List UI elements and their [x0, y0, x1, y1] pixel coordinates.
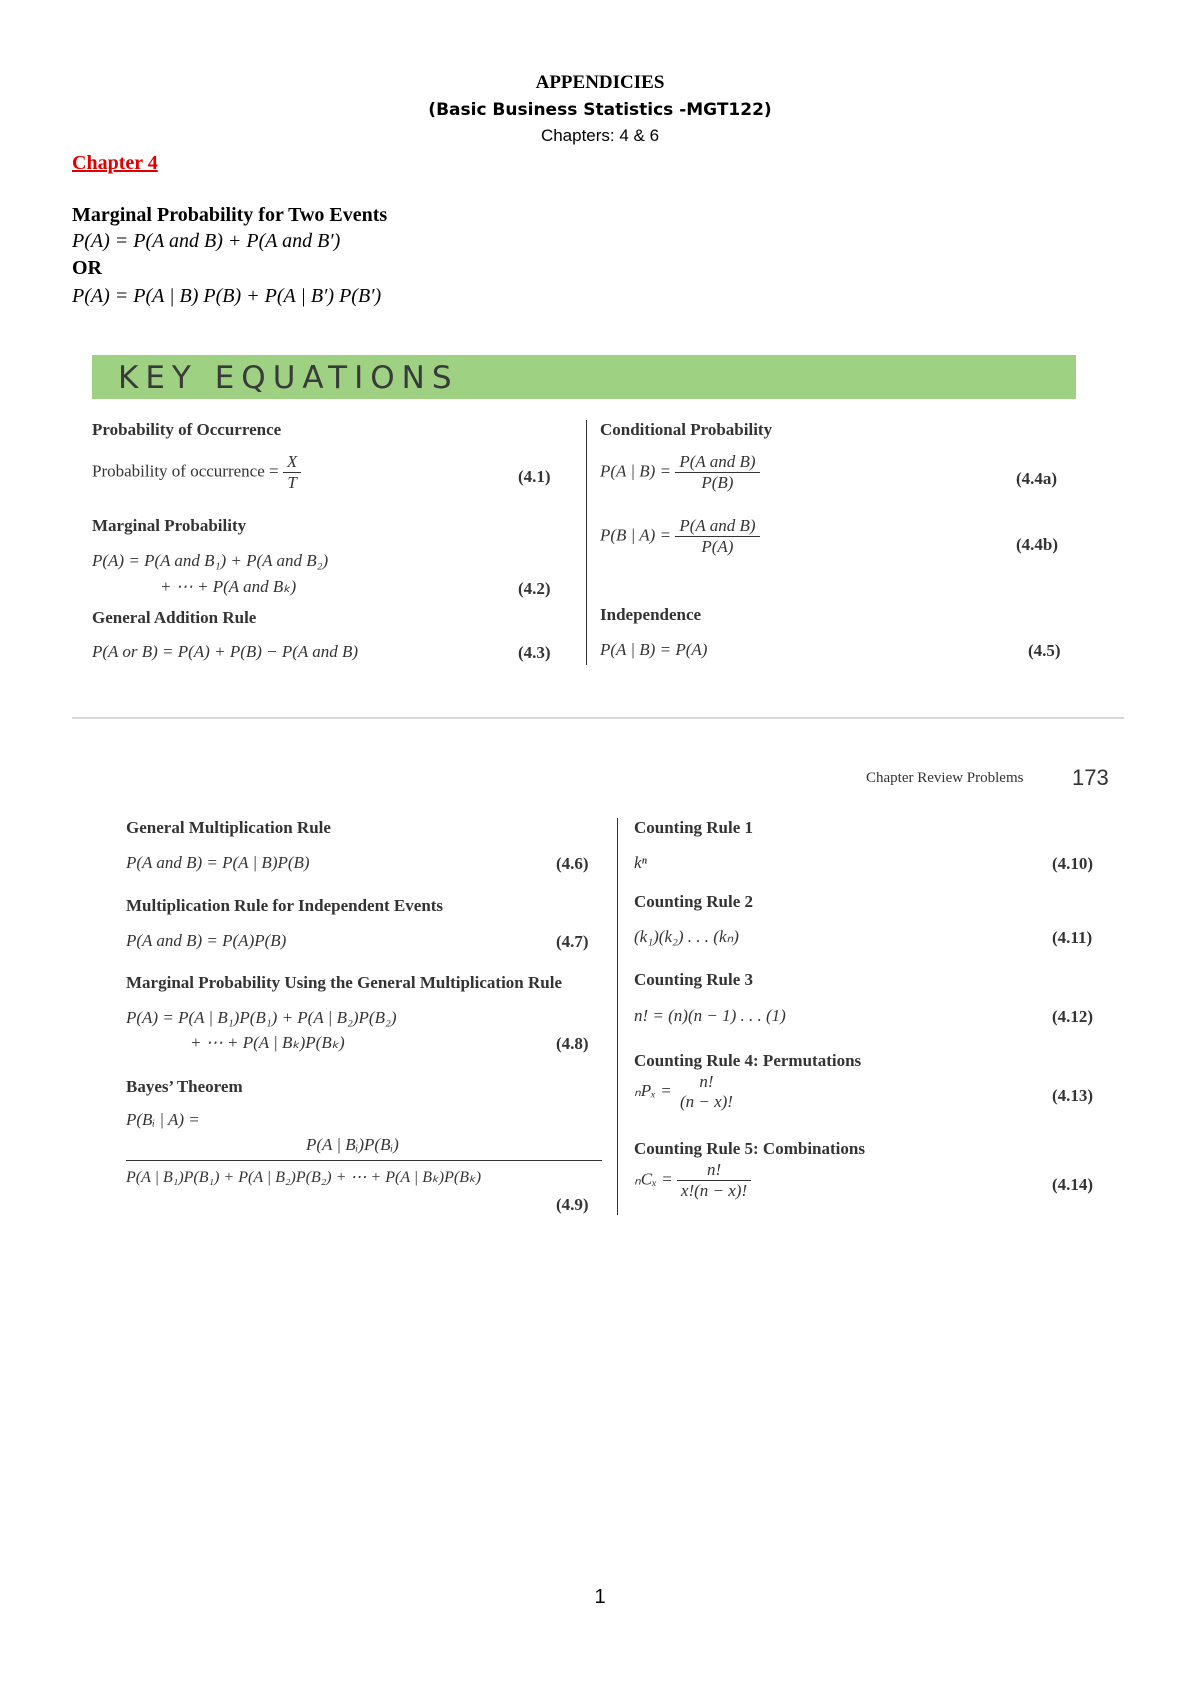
equation-number: (4.5) — [1028, 641, 1061, 660]
counting-rule-1-heading: Counting Rule 1 — [634, 818, 754, 837]
marginal-formula-2: P(A) = P(A | B) P(B) + P(A | B′) P(B′) — [72, 285, 382, 307]
independent-mult-equation: P(A and B) = P(A)P(B) — [126, 931, 287, 950]
conditional-heading: Conditional Probability — [600, 420, 773, 439]
column-divider — [617, 818, 618, 1215]
marginal-heading: Marginal Probability for Two Events — [72, 204, 388, 226]
independence-equation: P(A | B) = P(A) — [600, 640, 708, 659]
equation-number: (4.4a) — [1016, 469, 1058, 488]
counting-rule-5-heading: Counting Rule 5: Combinations — [634, 1139, 865, 1158]
book-page-number: 173 — [1072, 765, 1109, 790]
equation-number: (4.14) — [1052, 1175, 1094, 1194]
equation-number: (4.8) — [556, 1034, 589, 1053]
marginal-general-heading: Marginal Probability Using the General Multiplication Rule — [126, 973, 563, 992]
equation-number: (4.6) — [556, 854, 589, 873]
equation-number: (4.3) — [518, 643, 551, 662]
conditional-a-equation: P(A | B) = $\frac{\text{P(A and B)}}{P(B)}$ — [600, 452, 760, 493]
equation-number: (4.4b) — [1016, 535, 1059, 554]
counting-rule-2-equation: (k₁)(k₂) . . . (kₙ) — [634, 927, 739, 946]
marginal-general-line-2: + ⋯ + P(A | Bₖ)P(Bₖ) — [190, 1033, 345, 1052]
equation-number: (4.9) — [556, 1195, 589, 1214]
permutations-equation: ₙPₓ = n! (n − x)! — [634, 1072, 733, 1111]
key-equations-banner — [92, 355, 1076, 399]
independent-mult-heading: Multiplication Rule for Independent Events — [126, 896, 444, 915]
marginal-prob-line-2: + ⋯ + P(A and Bₖ) — [160, 577, 297, 596]
marginal-prob-heading: Marginal Probability — [92, 516, 247, 535]
gmr-equation: P(A and B) = P(A | B)P(B) — [126, 853, 310, 872]
conditional-b-equation: P(B | A) = $\frac{\text{P(A and B)}}{P(A)}$ — [600, 516, 760, 557]
independence-heading: Independence — [600, 605, 702, 624]
equation-number: (4.11) — [1052, 928, 1093, 947]
addition-rule-heading: General Addition Rule — [92, 608, 257, 627]
equation-number: (4.10) — [1052, 854, 1094, 873]
chapter-4-link[interactable]: Chapter 4 — [72, 152, 158, 174]
column-divider — [586, 420, 587, 665]
gmr-heading: General Multiplication Rule — [126, 818, 331, 837]
bayes-lhs: P(Bᵢ | A) = — [126, 1110, 200, 1129]
fraction-bar — [126, 1160, 602, 1161]
chapters-line: Chapters: 4 & 6 — [540, 126, 660, 145]
equation-number: (4.1) — [518, 467, 551, 486]
key-equations-title: KEY EQUATIONS — [118, 360, 459, 396]
equation-number: (4.12) — [1052, 1007, 1094, 1026]
counting-rule-1-equation: kⁿ — [634, 853, 647, 872]
counting-rule-3-heading: Counting Rule 3 — [634, 970, 754, 989]
marginal-general-line-1: P(A) = P(A | B₁)P(B₁) + P(A | B₂)P(B₂) — [126, 1008, 397, 1027]
marginal-formula-1: P(A) = P(A and B) + P(A and B′) — [72, 230, 341, 252]
counting-rule-2-heading: Counting Rule 2 — [634, 892, 754, 911]
running-head: Chapter Review Problems — [866, 770, 1024, 786]
marginal-prob-line-1: P(A) = P(A and B₁) + P(A and B₂) — [92, 551, 329, 570]
section-rule — [72, 717, 1124, 719]
equation-number: (4.7) — [556, 932, 589, 951]
or-label: OR — [72, 257, 102, 279]
bayes-numerator: P(A | Bᵢ)P(Bᵢ) — [306, 1135, 399, 1154]
combinations-equation: ₙCₓ = $\frac{n!}{x!(n - x)!}$ — [634, 1160, 751, 1201]
equation-number: (4.13) — [1052, 1086, 1094, 1105]
bayes-heading: Bayes’ Theorem — [126, 1077, 243, 1096]
addition-rule-equation: P(A or B) = P(A) + P(B) − P(A and B) — [92, 642, 359, 661]
document-title: APPENDICIES — [535, 72, 665, 93]
counting-rule-3-equation: n! = (n)(n − 1) . . . (1) — [634, 1006, 786, 1025]
page-number: 1 — [594, 1586, 606, 1608]
occurrence-heading: Probability of Occurrence — [92, 420, 282, 439]
equation-number: (4.2) — [518, 579, 551, 598]
document-subtitle: (Basic Business Statistics -MGT122) — [428, 100, 772, 120]
bayes-denominator: P(A | B₁)P(B₁) + P(A | B₂)P(B₂) + ⋯ + P(A | Bₖ)P(Bₖ) — [126, 1169, 482, 1186]
counting-rule-4-heading: Counting Rule 4: Permutations — [634, 1051, 862, 1070]
occurrence-equation: Probability of occurrence = $\frac{X}{T}$ — [92, 452, 301, 493]
